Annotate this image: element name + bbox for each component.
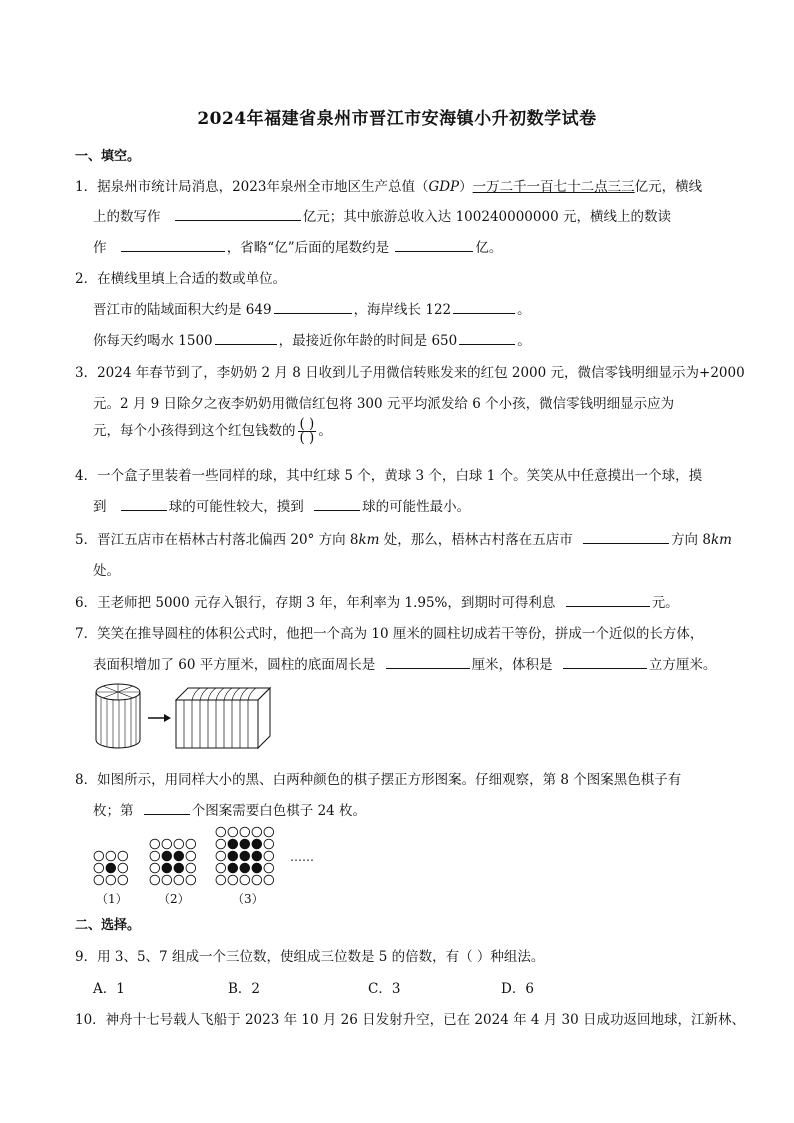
question-3-line-3: 元，每个小孩得到这个红包钱数的 $\frac{( )}{( )}$ 。 xyxy=(93,416,332,446)
white-chess-piece xyxy=(264,827,274,837)
black-chess-piece xyxy=(240,863,250,873)
black-chess-piece xyxy=(162,863,172,873)
question-7-line-2: 表面积增加了 60 平方厘米，圆柱的底面周长是 厘米，体积是 立方厘米。 xyxy=(93,657,717,673)
question-5-line-1: 5．晋江五店市在梧林古村落北偏西 20° 方向 8km 处，那么，梧林古村落在五店市 方向 8km xyxy=(75,532,732,548)
black-chess-piece xyxy=(240,839,250,849)
section-heading-choice: 二、选择。 xyxy=(75,918,141,933)
answer-blank[interactable] xyxy=(121,497,167,511)
question-1-line-2: 上的数写作 亿元；其中旅游总收入达 100240000000 元，横线上的数读 xyxy=(93,209,671,225)
answer-blank[interactable] xyxy=(459,331,515,345)
white-chess-piece xyxy=(150,839,160,849)
question-9-line-1: 9．用 3、5、7 组成一个三位数，使组成三位数是 5 的倍数，有（ ）种组法。 xyxy=(75,949,545,965)
answer-blank[interactable] xyxy=(453,300,515,314)
question-1-line-1: 1．据泉州市统计局消息，2023年泉州全市地区生产总值（GDP）一万二千一百七十二点三三亿元，横线 xyxy=(75,179,703,195)
question-1-line-3: 作 ，省略“亿”后面的尾数约是 亿。 xyxy=(93,240,503,256)
question-2-line-1: 2．在横线里填上合适的数或单位。 xyxy=(75,271,287,287)
answer-blank[interactable] xyxy=(386,655,470,669)
answer-blank[interactable] xyxy=(395,238,473,252)
question-5-line-2: 处。 xyxy=(93,563,120,579)
white-chess-piece xyxy=(106,875,116,885)
white-chess-piece xyxy=(186,875,196,885)
white-chess-piece xyxy=(228,827,238,837)
answer-blank[interactable] xyxy=(566,593,650,607)
white-chess-piece xyxy=(228,875,238,885)
white-chess-piece xyxy=(186,851,196,861)
white-chess-piece xyxy=(94,875,104,885)
white-chess-piece xyxy=(174,839,184,849)
black-chess-piece xyxy=(228,863,238,873)
figure-ellipsis: …… xyxy=(290,850,314,864)
option-b[interactable]: B．2 xyxy=(228,981,261,997)
question-3-line-2: 元。2 月 9 日除夕之夜李奶奶用微信红包将 300 元平均派发给 6 个小孩，微信零钱明细显示应为 xyxy=(93,396,675,412)
figure-caption-3: （3） xyxy=(232,892,264,906)
fraction-blank[interactable]: $\frac{( )}{( )}$ xyxy=(299,416,315,446)
black-chess-piece xyxy=(228,851,238,861)
white-chess-piece xyxy=(94,851,104,861)
answer-blank[interactable] xyxy=(274,300,352,314)
black-chess-piece xyxy=(162,851,172,861)
black-chess-piece xyxy=(252,863,262,873)
answer-blank[interactable] xyxy=(144,801,190,815)
question-2-line-2: 晋江市的陆域面积大约是 649 ，海岸线长 122 。 xyxy=(93,302,531,318)
white-chess-piece xyxy=(264,839,274,849)
white-chess-piece xyxy=(94,863,104,873)
black-chess-piece xyxy=(252,839,262,849)
white-chess-piece xyxy=(216,875,226,885)
underlined-number-text: 一万二千一百七十二点三三 xyxy=(472,179,635,195)
answer-blank[interactable] xyxy=(314,497,360,511)
white-chess-piece xyxy=(162,839,172,849)
question-4-line-2: 到 球的可能性较大，摸到 球的可能性最小。 xyxy=(93,499,471,515)
question-8-line-1: 8．如图所示，用同样大小的黑、白两种颜色的棋子摆正方形图案。仔细观察，第 8 个图案黑色棋子有 xyxy=(75,772,682,788)
option-c[interactable]: C．3 xyxy=(368,981,401,997)
answer-blank[interactable] xyxy=(215,331,277,345)
option-a[interactable]: A．1 xyxy=(93,981,125,997)
white-chess-piece xyxy=(186,839,196,849)
answer-blank[interactable] xyxy=(175,207,301,221)
white-chess-piece xyxy=(252,827,262,837)
question-6-line-1: 6．王老师把 5000 元存入银行，存期 3 年，年利率为 1.95%，到期时可得利息 元。 xyxy=(75,595,679,611)
white-chess-piece xyxy=(240,875,250,885)
white-chess-piece xyxy=(264,863,274,873)
cuboid-figure xyxy=(176,688,270,748)
white-chess-piece xyxy=(264,875,274,885)
answer-blank[interactable] xyxy=(583,530,669,544)
white-chess-piece xyxy=(252,875,262,885)
arrow-icon xyxy=(148,714,171,722)
white-chess-piece xyxy=(216,863,226,873)
question-4-line-1: 4．一个盒子里装着一些同样的球，其中红球 5 个，黄球 3 个，白球 1 个。笑笑从中任意摸出一个球，摸 xyxy=(75,468,703,484)
white-chess-piece xyxy=(264,851,274,861)
black-chess-piece xyxy=(252,851,262,861)
white-chess-piece xyxy=(216,851,226,861)
figure-caption-1: （1） xyxy=(96,892,128,906)
white-chess-piece xyxy=(150,875,160,885)
white-chess-piece xyxy=(240,827,250,837)
question-3-line-1: 3．2024 年春节到了，李奶奶 2 月 8 日收到儿子用微信转账发来的红包 2000 元，微信零钱明细显示为+2000 xyxy=(75,365,745,381)
black-chess-piece xyxy=(240,851,250,861)
white-chess-piece xyxy=(150,851,160,861)
white-chess-piece xyxy=(118,851,128,861)
answer-blank[interactable] xyxy=(563,655,647,669)
option-d[interactable]: D．6 xyxy=(501,981,534,997)
page-title: 2024年福建省泉州市晋江市安海镇小升初数学试卷 xyxy=(197,109,597,129)
white-chess-piece xyxy=(150,863,160,873)
white-chess-piece xyxy=(118,875,128,885)
question-2-line-3: 你每天约喝水 1500 ，最接近你年龄的时间是 650 。 xyxy=(93,333,531,349)
question-8-line-2: 枚；第 个图案需要白色棋子 24 枚。 xyxy=(93,803,367,819)
cylinder-to-cuboid-figure xyxy=(88,680,273,752)
white-chess-piece xyxy=(106,851,116,861)
black-chess-piece xyxy=(174,851,184,861)
white-chess-piece xyxy=(216,839,226,849)
black-chess-piece xyxy=(228,839,238,849)
black-chess-piece xyxy=(174,863,184,873)
white-chess-piece xyxy=(186,863,196,873)
question-7-line-1: 7．笑笑在推导圆柱的体积公式时，他把一个高为 10 厘米的圆柱切成若干等份，拼成一个近似的长方体， xyxy=(75,626,704,642)
white-chess-piece xyxy=(174,875,184,885)
question-10-line-1: 10．神舟十七号载人飞船于 2023 年 10 月 26 日发射升空，已在 2024 年 4 月 30 日成功返回地球，江新林、 xyxy=(75,1012,746,1028)
white-chess-piece xyxy=(162,875,172,885)
answer-blank[interactable] xyxy=(121,238,225,252)
cylinder-figure xyxy=(96,684,140,748)
black-chess-piece xyxy=(106,863,116,873)
figure-caption-2: （2） xyxy=(158,892,190,906)
white-chess-piece xyxy=(216,827,226,837)
white-chess-piece xyxy=(118,863,128,873)
section-heading-fill-blank: 一、填空。 xyxy=(75,149,141,164)
